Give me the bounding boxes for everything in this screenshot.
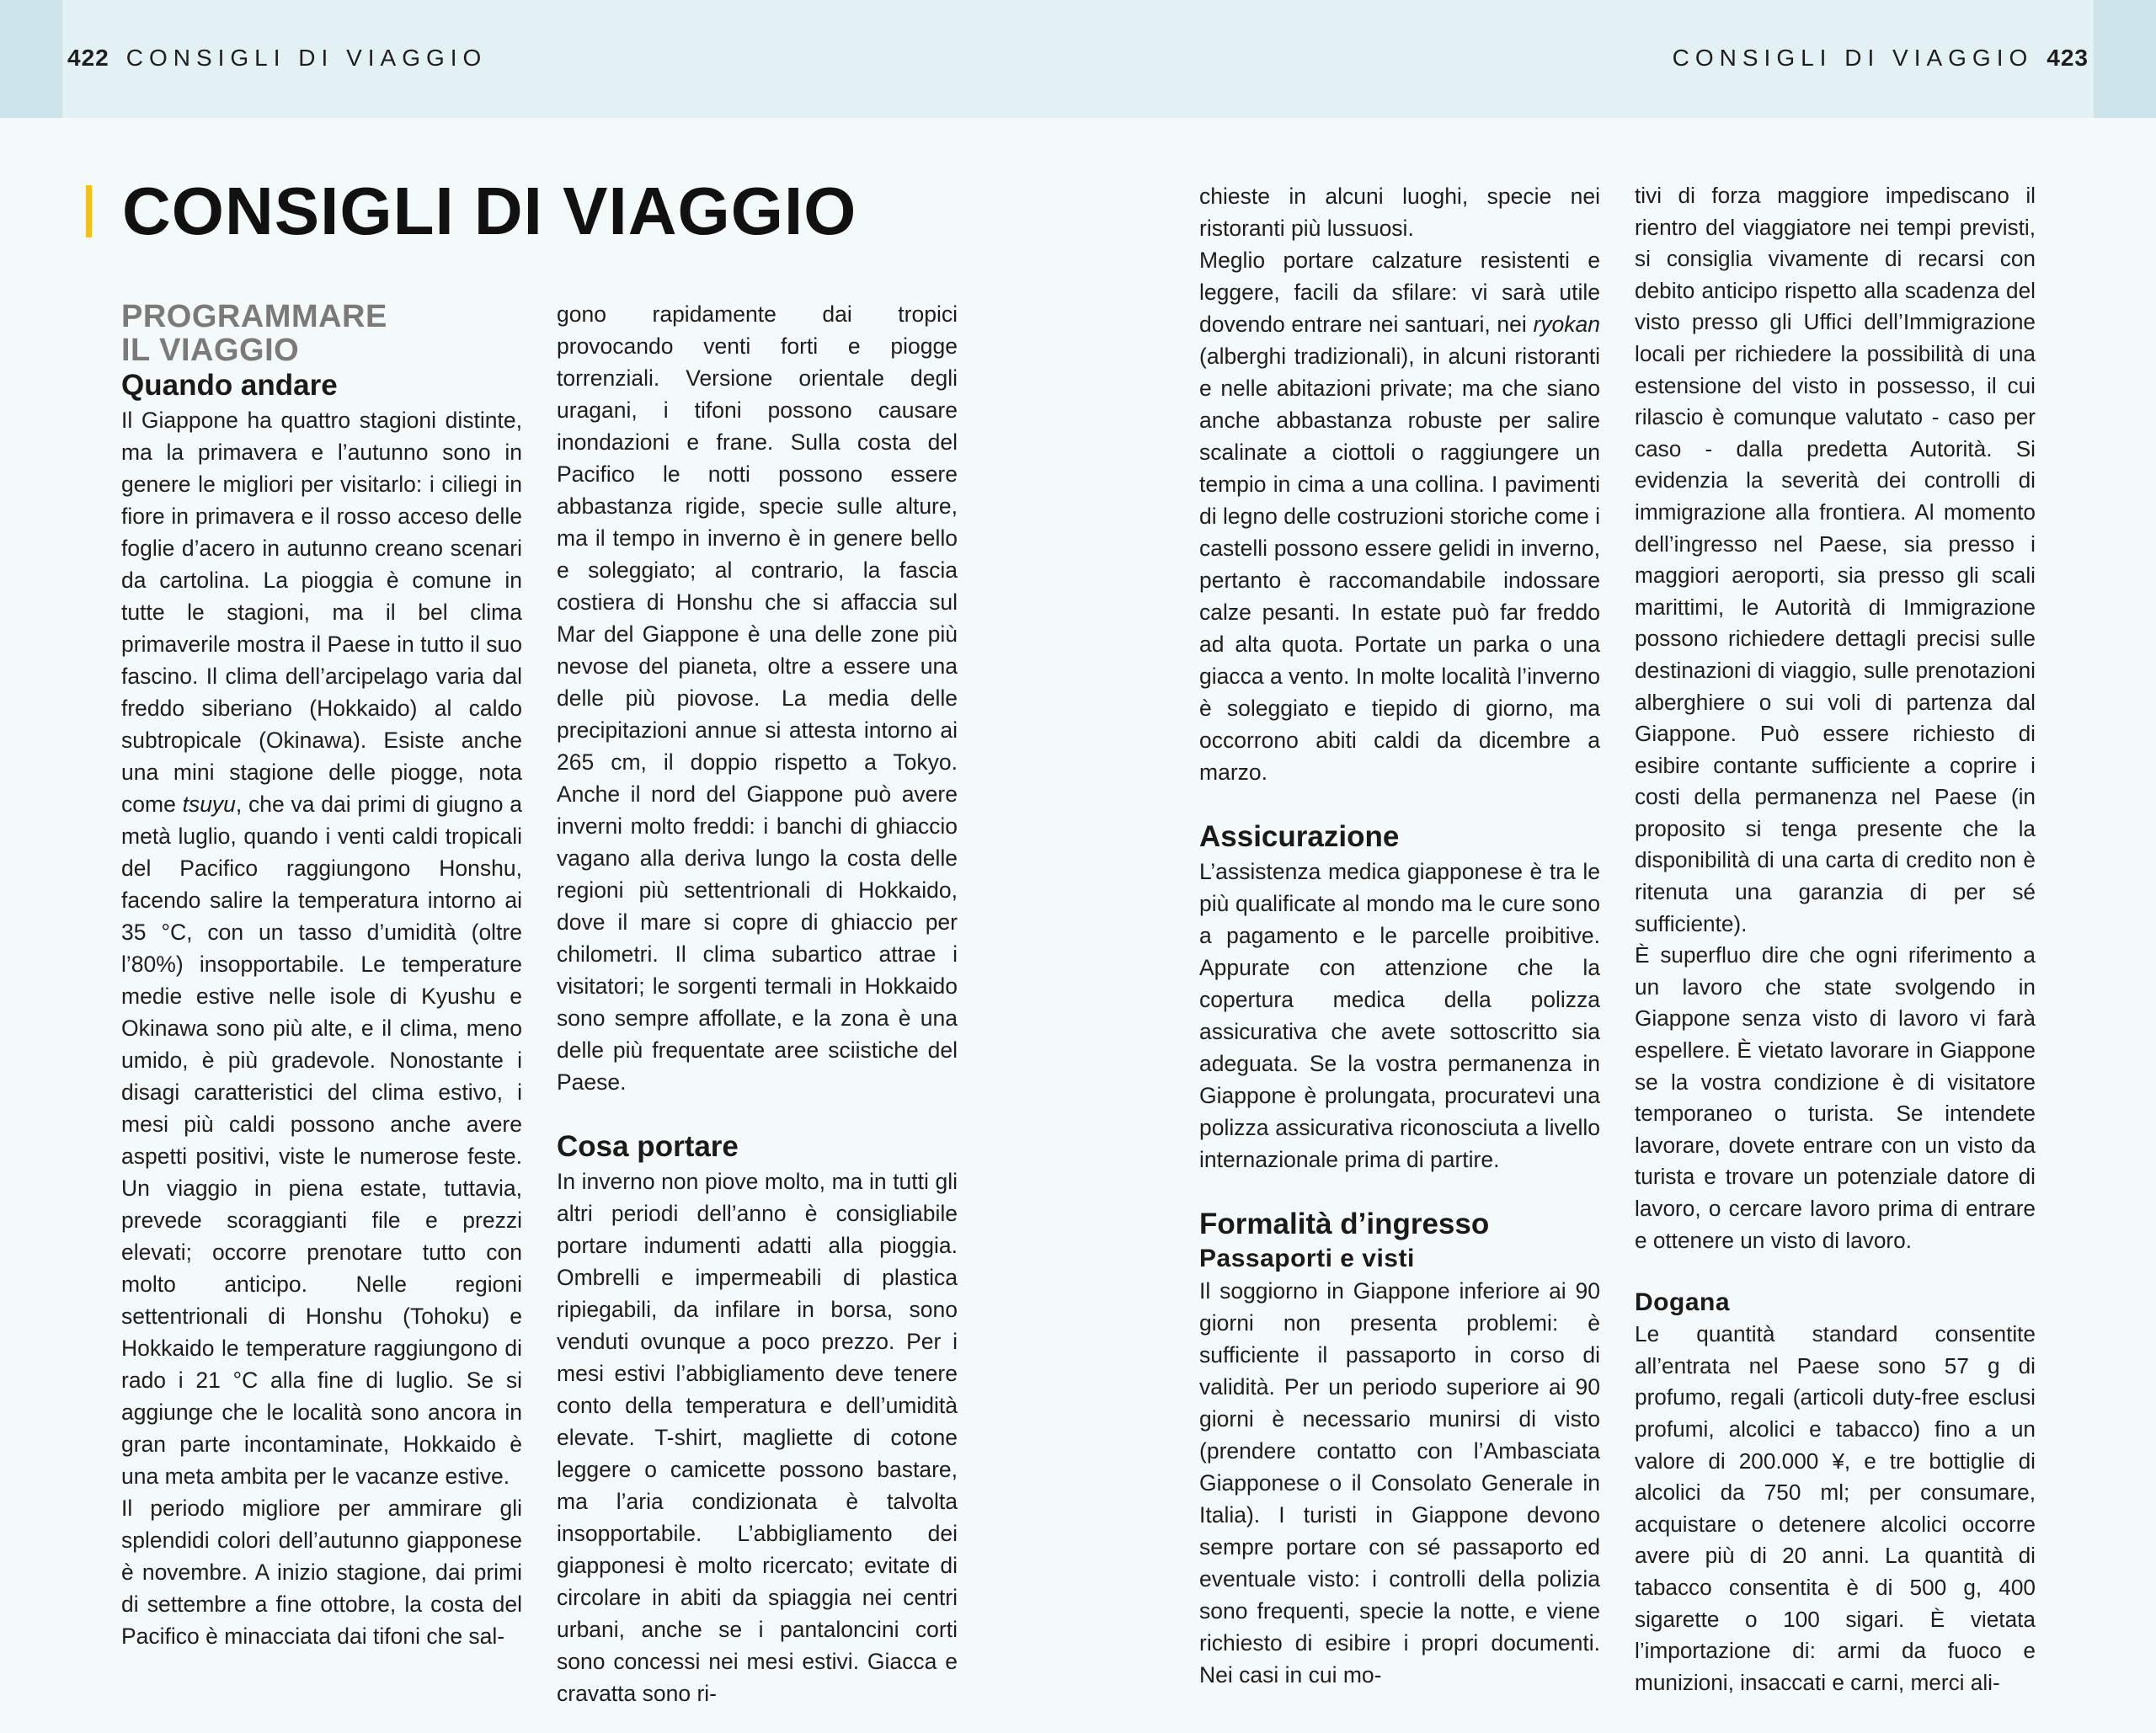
left-page-number: 422	[67, 45, 109, 71]
chapter-title-block	[86, 173, 857, 249]
paragraph: L’assistenza medica giapponese è tra le più qualificate al mondo ma le cure sono a pagamento e le parcelle proibitive. Appurate con attenzione che la copertura medica della polizza assicurativa che avete sottoscritto sia adeguata. Se la vostra permanenza in Giappone è prolungata, procuratevi una polizza assicurativa riconosciuta a livello internazionale prima di partire.	[1199, 859, 1600, 1172]
heading-quando-andare: Quando andare	[121, 369, 338, 402]
text-column-1	[121, 300, 522, 1652]
section-heading-line2: IL VIAGGIO	[121, 333, 300, 368]
paragraph: gono rapidamente dai tropici provocando venti forti e piogge torrenziali. Versione orientale degli uragani, i tifoni possono causare inondazioni e frane. Sulla costa del Pacifico le notti possono essere abbastanza rigide, specie sulle alture, ma il tempo in inverno è in genere bello e soleggiato; al contrario, la fascia costiera di Honshu che si affaccia sul Mar del Giappone è una delle zone più nevose del pianeta, oltre a essere una delle più piovose. La media delle precipitazioni annue si attesta intorno ai 265 cm, il doppio rispetto a Tokyo. Anche il nord del Giappone può avere inverni molto freddi: i banchi di ghiaccio vagano alla deriva lungo la costa delle regioni più settentrionali di Hokkaido, dove il mare si copre di ghiaccio per chilometri. Il clima subartico attrae i visitatori; le sorgenti termali in Hokkaido sono sempre affollate, e la zona è una delle più frequentate aree sciistiche del Paese.	[557, 301, 958, 1095]
right-running-title: CONSIGLI DI VIAGGIO	[1672, 45, 2034, 71]
text-column-3	[1199, 180, 1600, 1691]
left-running-header	[67, 44, 487, 72]
text-column-4	[1635, 180, 2036, 1698]
heading-cosa-portare: Cosa portare	[557, 1130, 739, 1163]
text-column-2	[557, 298, 958, 1709]
paragraph: In inverno non piove molto, ma in tutti gli altri periodi dell’anno è consigliabile portare indumenti adatti alla pioggia. Ombrelli e impermeabili di plastica ripiegabili, da infilare in borsa, sono venduti ovunque a poco prezzo. Per i mesi estivi l’abbigliamento deve tenere conto della temperatura e dell’umidità elevate. T-shirt, magliette di cotone leggere o camicette possono bastare, ma l’aria condizionata è talvolta insopportabile. L’abbigliamento dei giapponesi è molto ricercato; evitate di circolare in abiti da spiaggia nei centri urbani, anche se i pantaloncini corti sono concessi nei mesi estivi. Giacca e cravatta sono ri-	[557, 1169, 958, 1706]
paragraph: Il soggiorno in Giappone inferiore ai 90 giorni non presenta problemi: è sufficiente il passaporto in corso di validità. Per un periodo superiore ai 90 giorni è necessario munirsi di visto (prendere contatto con l’Ambasciata Giapponese o il Consolato Generale in Italia). I turisti in Giappone devono sempre portare con sé passaporto ed eventuale visto: i controlli della polizia sono frequenti, specie la notte, e viene richiesto di esibire i propri documenti. Nei casi in cui mo-	[1199, 1278, 1600, 1688]
paragraph: Le quantità standard consentite all’entrata nel Paese sono 57 g di profumo, regali (articoli duty-free esclusi profumi, alcolici e tabacco) fino a un valore di 200.000 ¥, e tre bottiglie di alcolici da 750 ml; per consumare, acquistare o detenere alcolici occorre avere più di 20 anni. La quantità di tabacco consentita è di 500 g, 400 sigarette o 100 sigari. È vietata l’importazione di: armi da fuoco e munizioni, insaccati e carni, merci ali-	[1635, 1321, 2036, 1695]
header-edge-right	[2094, 0, 2156, 118]
paragraph: chieste in alcuni luoghi, specie nei ristoranti più lussuosi.	[1199, 184, 1600, 241]
left-running-title: CONSIGLI DI VIAGGIO	[125, 45, 488, 71]
heading-assicurazione: Assicurazione	[1199, 820, 1400, 853]
italic-term: tsuyu	[182, 792, 236, 817]
right-running-header	[1673, 44, 2089, 72]
paragraph: tivi di forza maggiore impediscano il rientro del viaggiatore nei tempi previsti, si consiglia vivamente di recarsi con debito anticipo rispetto alla scadenza del visto presso gli Uffici dell’Immigrazione locali per richiedere la possibilità di una estensione del visto in possesso, il cui rilascio è comunque valutato - caso per caso - dalla predetta Autorità. Si evidenzia la severità dei controlli di immigrazione alla frontiera. Al momento dell’ingresso nel Paese, sia presso i maggiori aeroporti, sia presso gli scali marittimi, le Autorità di Immigrazione possono richiedere dettagli precisi sulle destinazioni di viaggio, sulle prenotazioni alberghiere o sui voli di partenza dal Giappone. Può essere richiesto di esibire contante sufficiente a coprire i costi della permanenza nel Paese (in proposito si tenga presente che la disponibilità di una carta di credito non è ritenuta una garanzia di per sé sufficiente).	[1635, 183, 2036, 936]
heading-dogana: Dogana	[1635, 1288, 1731, 1317]
italic-term: ryokan	[1533, 312, 1600, 337]
subheading-passaporti-visti: Passaporti e visti	[1199, 1245, 1415, 1272]
header-edge-left	[0, 0, 62, 118]
section-heading-line1: PROGRAMMARE	[121, 299, 387, 334]
paragraph: Il Giappone ha quattro stagioni distinte, ma la primavera e l’autunno sono in genere le migliori per visitarlo: i ciliegi in fiore in primavera e il rosso acceso delle foglie d’acero in autunno creano scenari da cartolina. La pioggia è comune in tutte le stagioni, ma il bel clima primaverile mostra il Paese in tutto il suo fascino. Il clima dell’arcipelago varia dal freddo siberiano (Hokkaido) al caldo subtropicale (Okinawa). Esiste anche una mini stagione delle piogge, nota come tsuyu, che va dai primi di giugno a metà luglio, quando i venti caldi tropicali del Pacifico raggiungono Honshu, facendo salire la temperatura intorno ai 35 °C, con un tasso d’umidità (oltre l’80%) insopportabile. Le temperature medie estive nelle isole di Kyushu e Okinawa sono più alte, e il clima, meno umido, è più gradevole. Nonostante i disagi caratteristici del clima estivo, i mesi più caldi possono anche avere aspetti positivi, viste le numerose feste. Un viaggio in piena estate, tuttavia, prevede scoraggianti file e prezzi elevati; occorre prenotare tutto con molto anticipo. Nelle regioni settentrionali di Honshu (Tohoku) e Hokkaido le temperature raggiungono di rado i 21 °C alla fine di luglio. Se si aggiunge che le località sono ancora in gran parte incontaminate, Hokkaido è una meta ambita per le vacanze estive.	[121, 408, 522, 1489]
right-page-number: 423	[2047, 45, 2089, 71]
paragraph: Il periodo migliore per ammirare gli splendidi colori dell’autunno giapponese è novembre. A inizio stagione, dai primi di settembre a fine ottobre, la costa del Pacifico è minacciata dai tifoni che sal-	[121, 1496, 522, 1649]
heading-formalita-ingresso: Formalità d’ingresso	[1199, 1208, 1490, 1240]
paragraph: Meglio portare calzature resistenti e leggere, facili da sfilare: vi sarà utile dovendo entrare nei santuari, nei ryokan (alberghi tradizionali), in alcuni ristoranti e nelle abitazioni private; ma che siano anche abbastanza robuste per salire scalinate a ciottoli o raggiungere un tempio in cima a una collina. I pavimenti di legno delle costruzioni storiche come i castelli possono essere gelidi in inverno, pertanto è raccomandabile indossare calze pesanti. In estate può far freddo ad alta quota. Portate un parka o una giacca a vento. In molte località l’inverno è soleggiato e tiepido di giorno, ma occorrono abiti caldi da dicembre a marzo.	[1199, 248, 1600, 785]
running-header	[0, 0, 2156, 118]
title-accent-bar	[86, 185, 92, 237]
paragraph: È superfluo dire che ogni riferimento a un lavoro che state svolgendo in Giappone senza visto di lavoro vi farà espellere. È vietato lavorare in Giappone se la vostra condizione è di visitatore temporaneo o turista. Se intendete lavorare, dovete entrare con un visto da turista e trovare un potenziale datore di lavoro, o cercare lavoro prima di entrare e ottenere un visto di lavoro.	[1635, 942, 2036, 1253]
chapter-title: CONSIGLI DI VIAGGIO	[122, 173, 857, 248]
